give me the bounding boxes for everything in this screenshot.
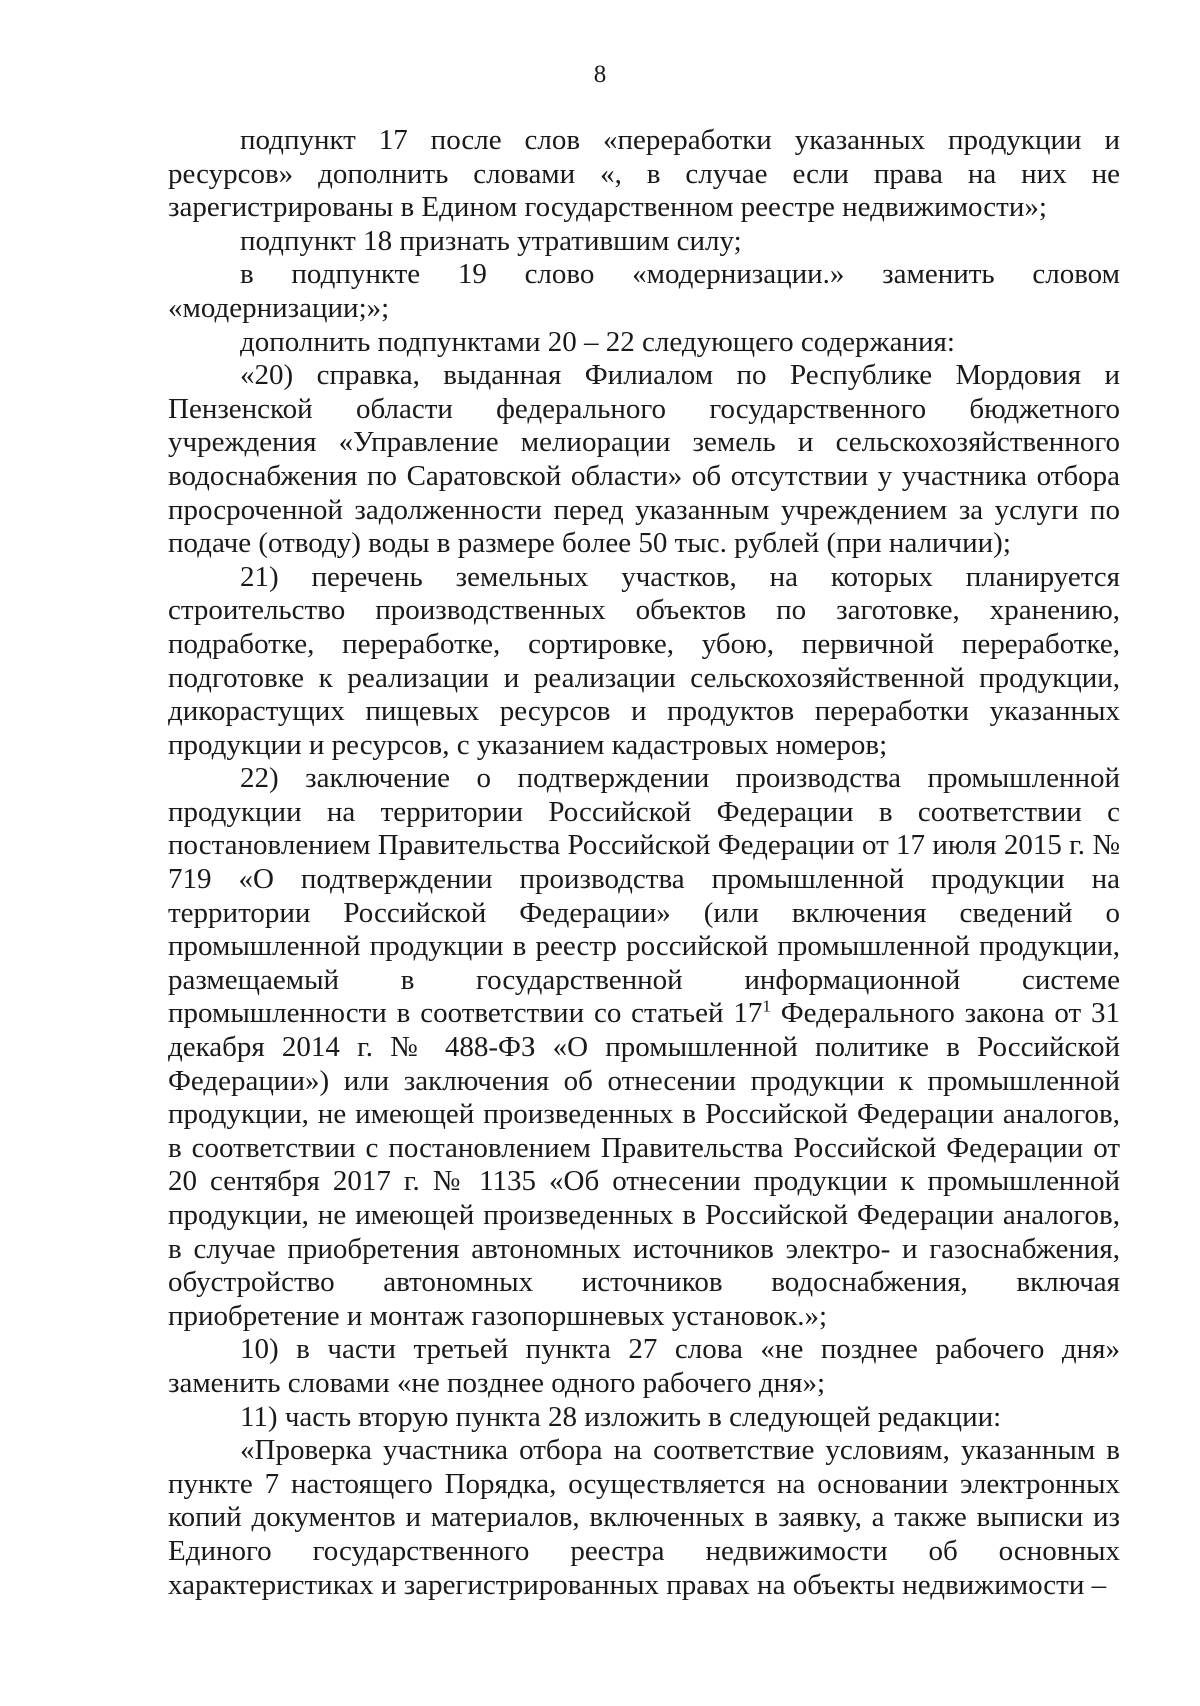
paragraph-item-22 <box>168 762 1120 1333</box>
paragraph-subpoint-18: подпункт 18 признать утратившим силу; <box>240 224 742 257</box>
article-superscript: 1 <box>762 996 771 1016</box>
paragraph-subpoint-19: в подпункте 19 слово «модернизации.» заменить словом «модернизации;»; <box>168 258 1120 324</box>
item-22-text-part-2: Федерального закона от 31 декабря 2014 г. № 488-ФЗ «О промышленной политике в Российской Федерации») или заключения об отнесении продукции к промышленной продукции, не имеющей произведенных в Российской Федерации аналогов, в соответствии с постановлением Правительства Российской Федерации от 20 сентября 2017 г. № 1135 «Об отнесении продукции к промышленной продукции, не имеющей произведенных в Российской Федерации аналогов, в случае приобретения автономных источников электро- и газоснабжения, обустройство автономных источников водоснабжения, включая приобретение и монтаж газопоршневых установок.»; <box>168 997 1121 1332</box>
paragraph-subpoint-17: подпункт 17 после слов «переработки указанных продукции и ресурсов» дополнить словами «, в случае если права на них не зарегистрированы в Едином государственном реестре недвижимости»; <box>168 124 1120 224</box>
paragraph-item-11: 11) часть вторую пункта 28 изложить в следующей редакции: <box>240 1400 1002 1433</box>
paragraph-item-10: 10) в части третьей пункта 27 слова «не позднее рабочего дня» заменить словами «не позднее одного рабочего дня»; <box>168 1333 1120 1399</box>
item-22-text-part-1: 22) заключение о подтверждении производства промышленной продукции на территории Российской Федерации в соответствии с постановлением Правительства Российской Федерации от 17 июля 2015 г. № 719 «О подтверждении производства промышленной продукции на территории Российской Федерации» (или включения сведений о промышленной продукции в реестр российской промышленной продукции, размещаемый в государственной информационной системе промышленности в соответствии со статьей 17 <box>168 762 1120 1030</box>
page-number: 8 <box>593 61 607 88</box>
paragraph-verification: «Проверка участника отбора на соответствие условиям, указанным в пункте 7 настоящего Порядка, осуществляется на основании электронных копий документов и материалов, включенных в заявку, а также выписки из Единого государственного реестра недвижимости об основных характеристиках и зарегистрированных правах на объекты недвижимости – <box>168 1434 1120 1601</box>
paragraph-item-20: «20) справка, выданная Филиалом по Республике Мордовия и Пензенской области федерального государственного бюджетного учреждения «Управление мелиорации земель и сельскохозяйственного водоснабжения по Саратовской области» об отсутствии у участника отбора просроченной задолженности перед указанным учреждением за услуги по подаче (отводу) воды в размере более 50 тыс. рублей (при наличии); <box>168 359 1120 560</box>
paragraph-item-21: 21) перечень земельных участков, на которых планируется строительство производственных объектов по заготовке, хранению, подработке, переработке, сортировке, убою, первичной переработке, подготовке к реализации и реализации сельскохозяйственной продукции, дикорастущих пищевых ресурсов и продуктов переработки указанных продукции и ресурсов, с указанием кадастровых номеров; <box>168 560 1120 761</box>
paragraph-add-subpoints: дополнить подпунктами 20 – 22 следующего содержания: <box>240 325 955 358</box>
document-body <box>168 124 1120 1602</box>
